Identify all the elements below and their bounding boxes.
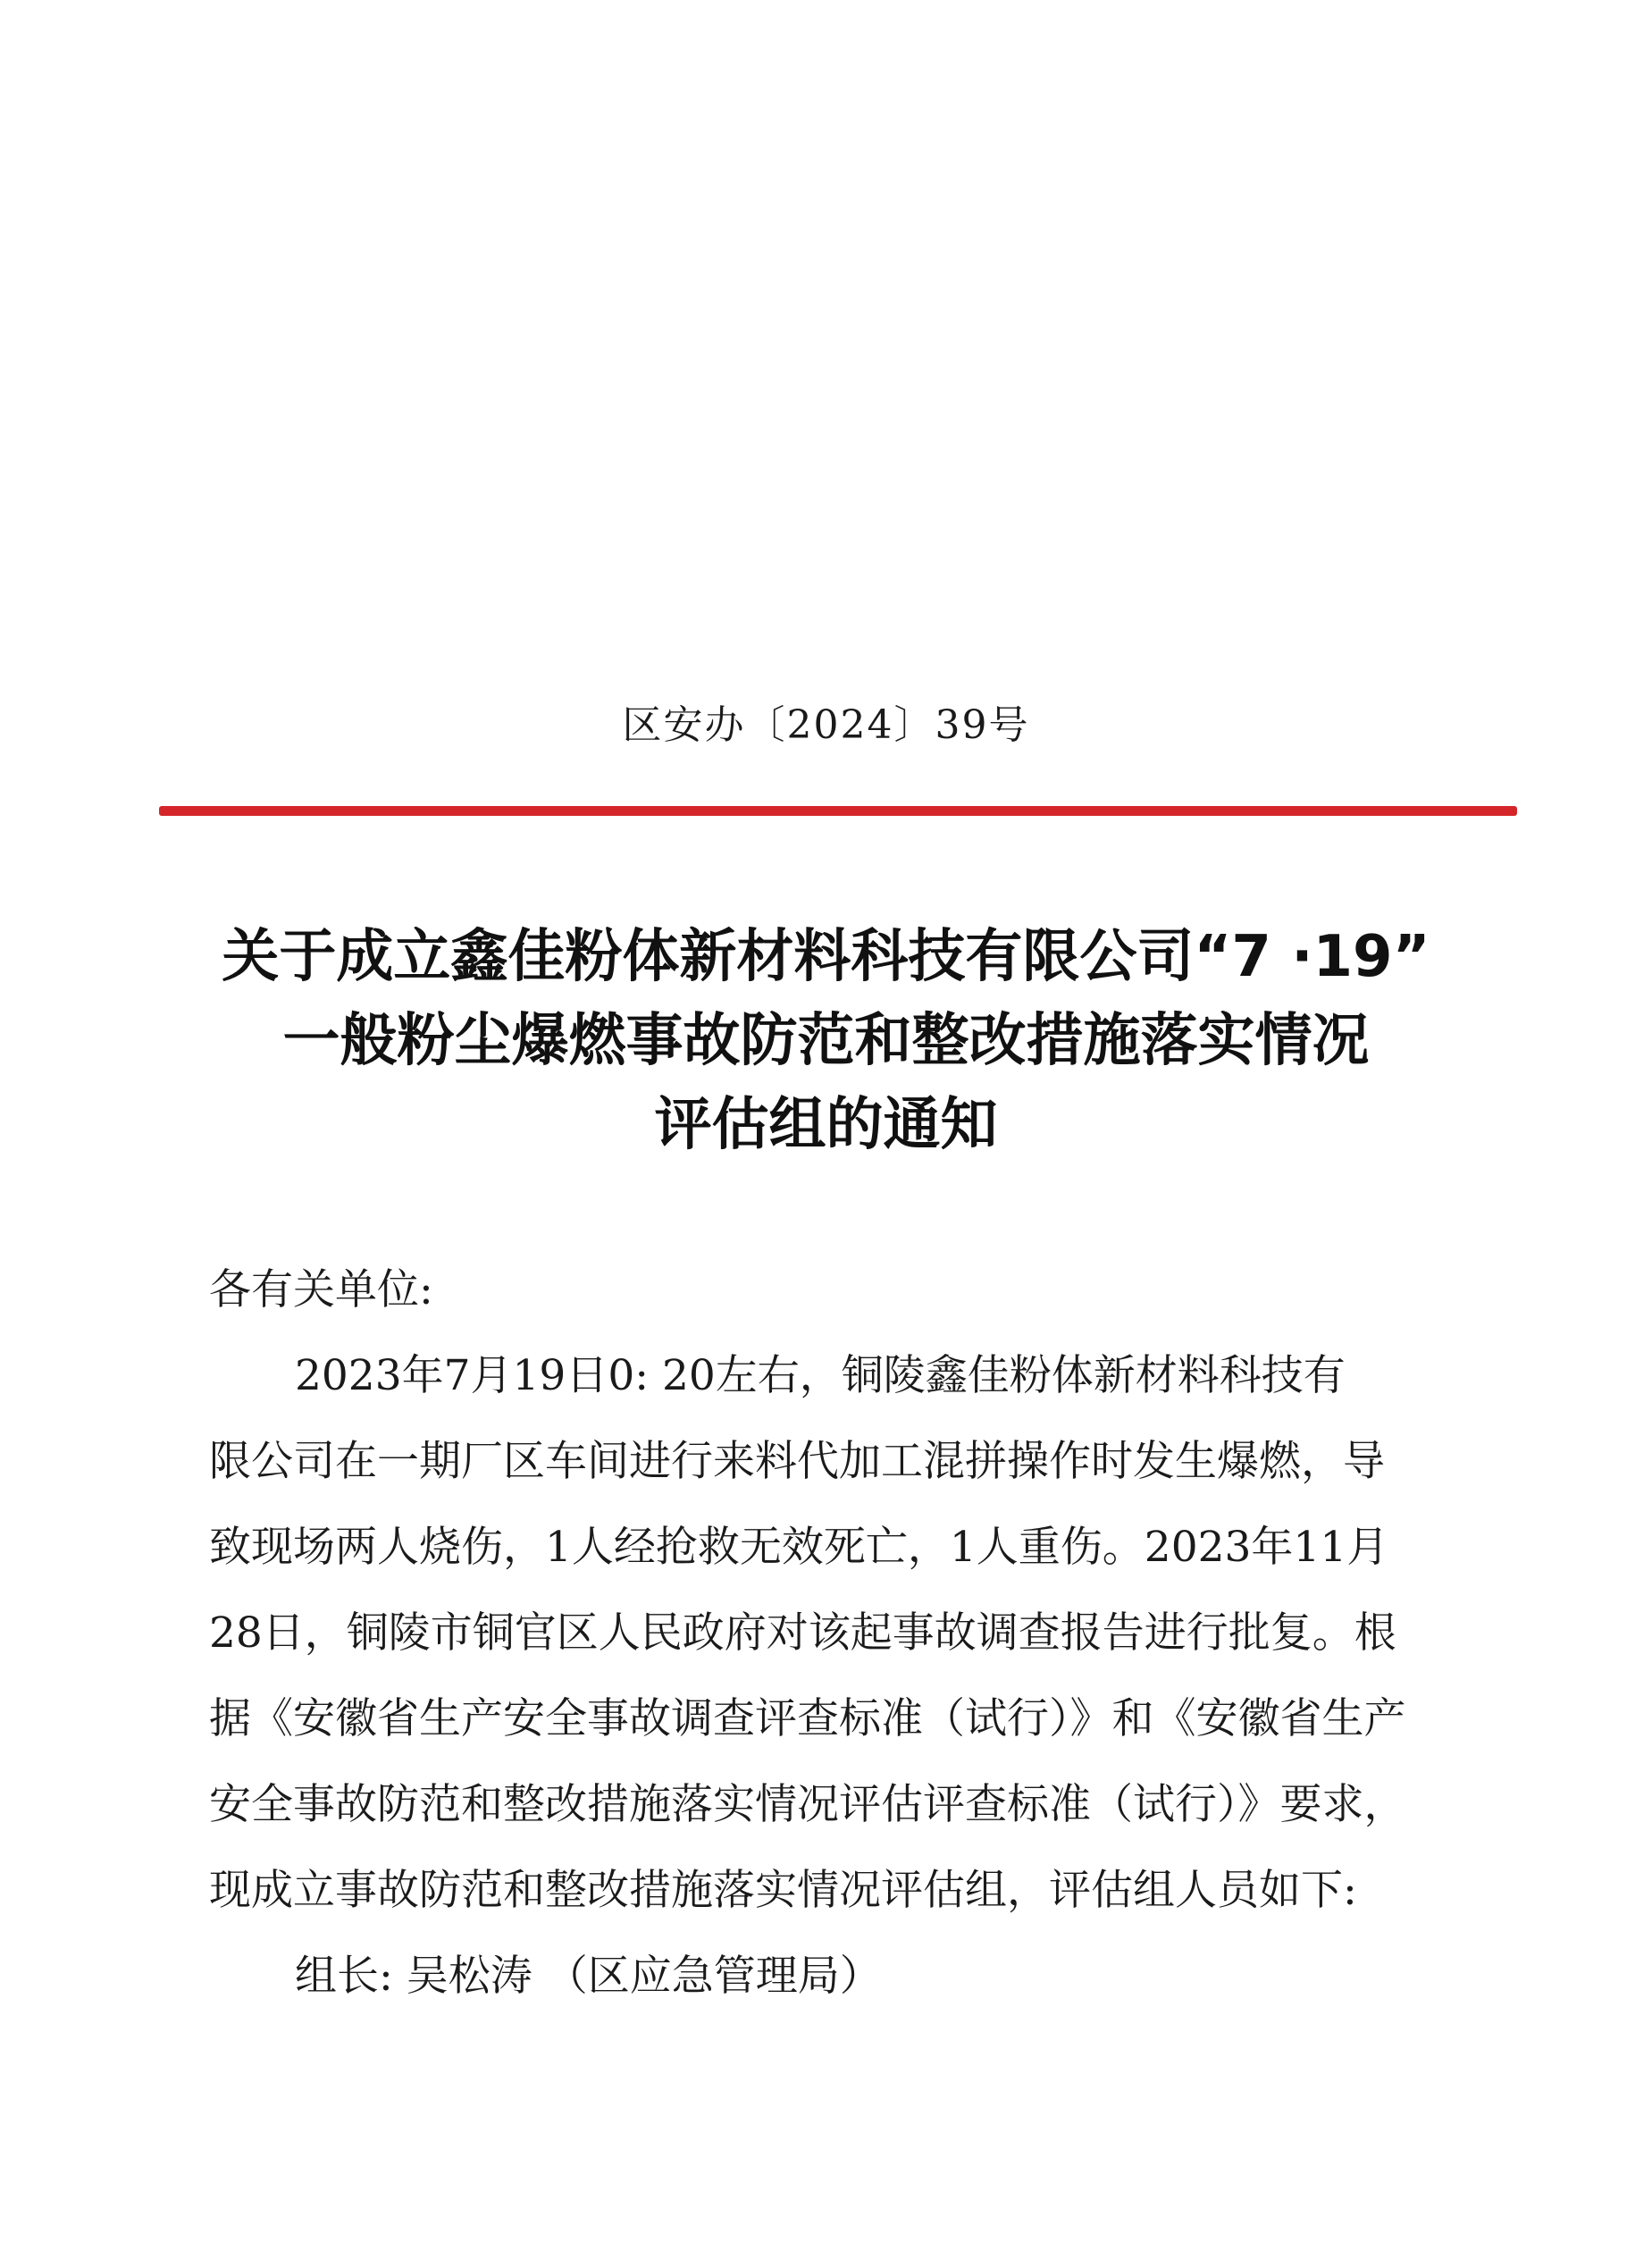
body-line-2: 限公司在一期厂区车间进行来料代加工混拼操作时发生爆燃，导 [209,1437,1385,1486]
body-line-3: 致现场两人烧伤，1人经抢救无效死亡，1人重伤。2023年11月 [209,1523,1389,1572]
red-header-rule [159,806,1517,816]
body-line-5: 据《安徽省生产安全事故调查评查标准（试行）》和《安徽省生产 [209,1694,1406,1743]
document-number: 区安办〔2024〕39号 [622,702,1030,748]
body-line-4: 28日，铜陵市铜官区人民政府对该起事故调查报告进行批复。根 [209,1608,1396,1658]
title-line-1: 关于成立鑫佳粉体新材料科技有限公司“7 ·19” [222,924,1430,990]
body-line-1: 2023年7月19日0: 20左右，铜陵鑫佳粉体新材料科技有 [295,1351,1346,1400]
salutation: 各有关单位: [209,1265,433,1314]
group-leader-line: 组长: 吴松涛 （区应急管理局） [295,1952,882,2001]
title-line-3: 评估组的通知 [654,1092,998,1158]
body-line-6: 安全事故防范和整改措施落实情况评估评查标准（试行）》要求， [209,1780,1406,1829]
document-title [134,915,1518,1167]
body-line-7: 现成立事故防范和整改措施落实情况评估组，评估组人员如下: [209,1866,1357,1915]
title-line-2: 一般粉尘爆燃事故防范和整改措施落实情况 [282,1008,1370,1074]
body-paragraph [209,1333,1469,1934]
